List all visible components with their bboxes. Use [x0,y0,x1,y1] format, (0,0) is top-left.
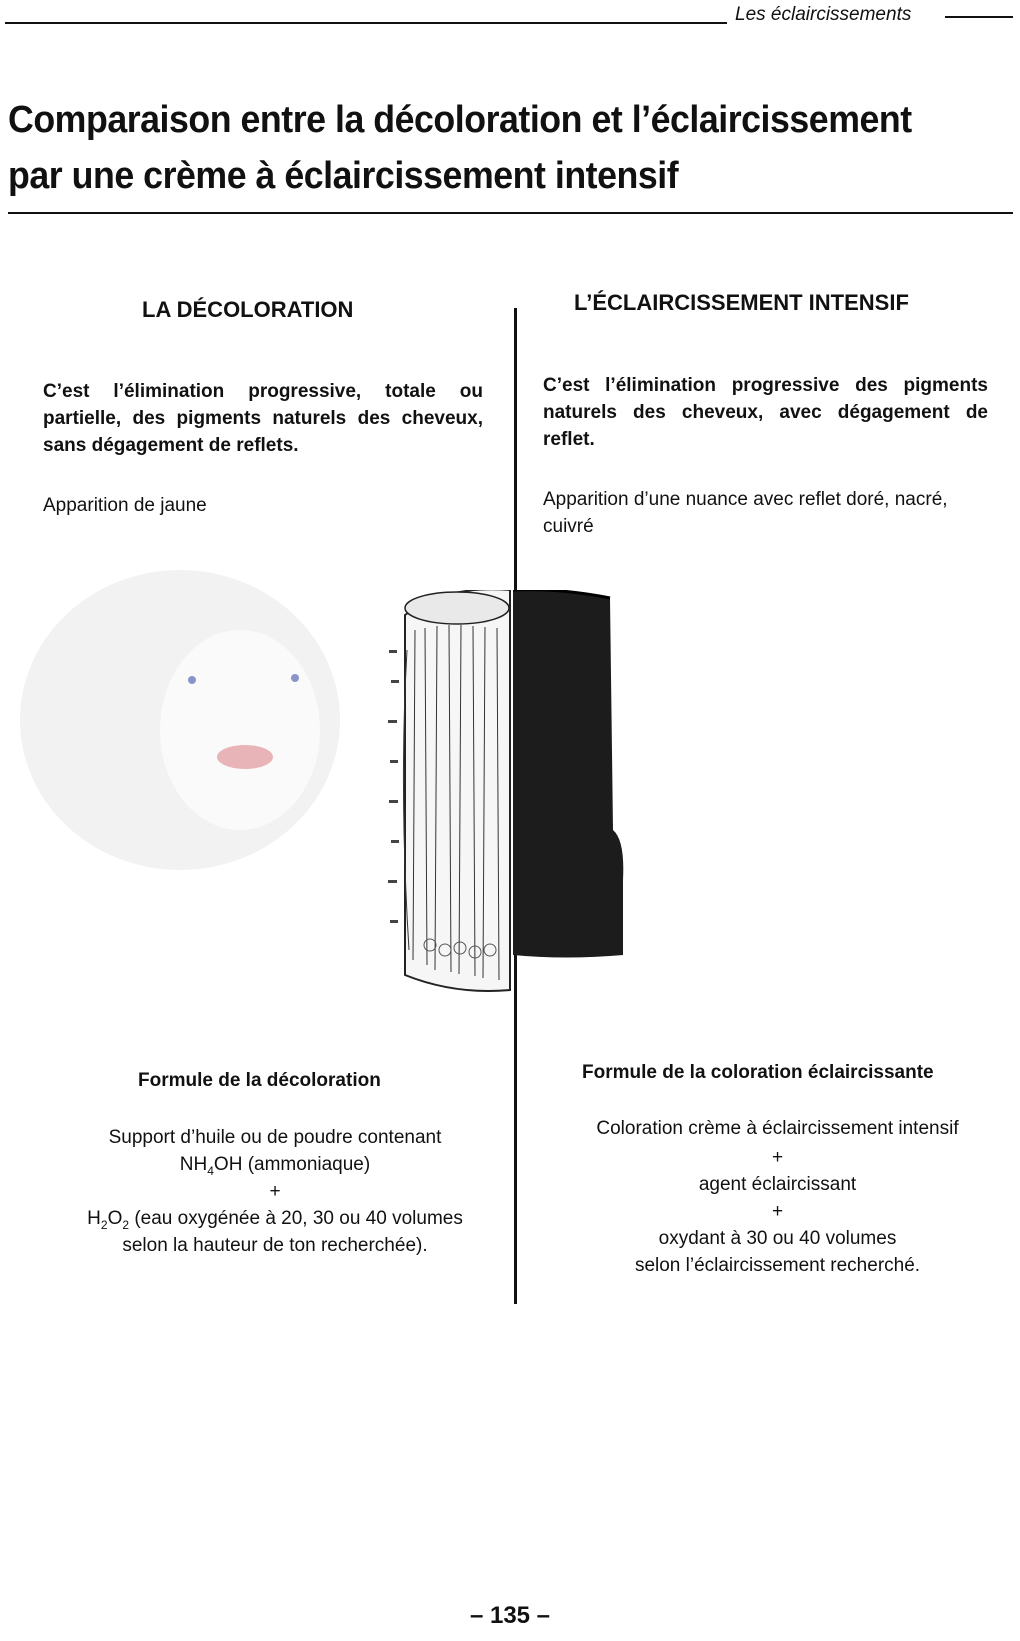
left-formula-heading: Formule de la décoloration [138,1070,381,1091]
left-result: Apparition de jaune [43,495,207,516]
left-formula-line-5: selon la hauteur de ton recherchée). [122,1235,428,1256]
left-formula-line-4: $H_2O_2$ (eau oxygénée à 20, 30 ou 40 volumes [87,1208,463,1232]
left-formula [40,1124,510,1259]
page-number: – 135 – [469,1602,551,1629]
title-line-1: Comparaison entre la décoloration et l’éclaircissement [8,99,912,141]
header-rule-left [5,22,727,24]
header-rule-right [945,16,1013,18]
page-title [8,92,948,204]
title-line-2: par une crème à éclaircissement intensif [8,155,679,197]
left-formula-line-2: $NH_4OH$ (ammoniaque) [179,1154,371,1178]
right-formula-line-3: oxydant à 30 ou 40 volumes [658,1228,897,1249]
right-heading: L’ÉCLAIRCISSEMENT INTENSIF [574,290,909,315]
right-formula [540,1118,1015,1279]
right-formula-plus-1: + [771,1147,784,1168]
title-rule [8,212,1013,214]
right-formula-line-2: agent éclaircissant [698,1174,857,1195]
hair-shaft-illustration [385,590,655,1000]
right-formula-heading: Formule de la coloration éclaircissante [582,1062,934,1083]
right-formula-line-1: Coloration crème à éclaircissement intensif [596,1118,959,1139]
right-definition: C’est l’élimination progressive des pigments naturels des cheveux, avec dégagement de reflet. [543,375,988,450]
left-heading: LA DÉCOLORATION [142,297,354,322]
left-formula-plus: + [269,1181,281,1202]
faded-face-illustration [10,560,350,880]
right-formula-line-4: selon l’éclaircissement recherché. [634,1255,921,1276]
left-definition: C’est l’élimination progressive, totale ou partielle, des pigments naturels des cheveux, sans dégagement de reflets. [43,381,483,456]
right-formula-plus-2: + [771,1201,784,1222]
left-formula-line-1: Support d’huile ou de poudre contenant [108,1127,442,1148]
right-result: Apparition d’une nuance avec reflet doré, nacré, cuivré [543,489,948,537]
running-head: Les éclaircissements [735,4,912,25]
